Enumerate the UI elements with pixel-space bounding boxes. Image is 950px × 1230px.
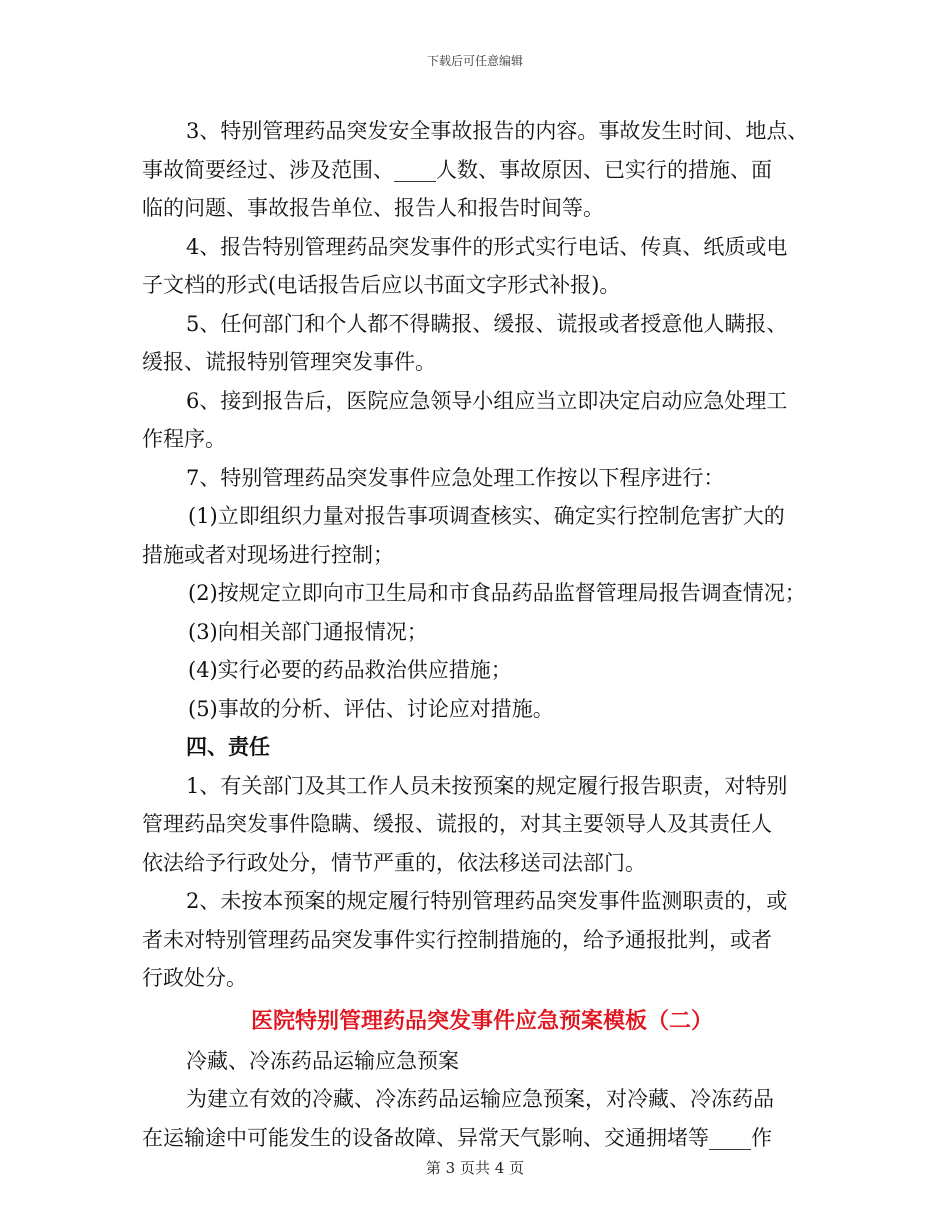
paragraph-line: 者未对特别管理药品突发事件实行控制措施的，给予通报批判，或者 [142, 927, 772, 952]
page-footer: 第 3 页共 4 页 [425, 1159, 525, 1177]
paragraph-line: 管理药品突发事件隐瞒、缓报、谎报的，对其主要领导人及其责任人 [142, 812, 772, 836]
page-header: 下载后可任意编辑 [426, 54, 523, 68]
paragraph-line: 4、报告特别管理药品突发事件的形式实行电话、传真、纸质或电 [186, 234, 788, 259]
paragraph-line: 为建立有效的冷藏、冷冻药品运输应急预案，对冷藏、冷冻药品 [186, 1087, 774, 1111]
paragraph-line: 2、未按本预案的规定履行特别管理药品突发事件监测职责的，或 [186, 889, 788, 913]
document-body [142, 112, 822, 1157]
paragraph-line: 5、任何部门和个人都不得瞒报、缓报、谎报或者授意他人瞒报、 [186, 311, 788, 336]
paragraph-line: 3、特别管理药品突发安全事故报告的内容。事故发生时间、地点、 [186, 119, 809, 143]
paragraph-line: 7、特别管理药品突发事件应急处理工作按以下程序进行： [186, 465, 725, 490]
paragraph-line: (4)实行必要的药品救治供应措施； [188, 658, 512, 682]
paragraph-line: 事故简要经过、涉及范围、____人数、事故原因、已实行的措施、面 [142, 157, 772, 182]
document-title: 医院特别管理药品突发事件应急预案模板（二） [250, 1007, 713, 1034]
paragraph-line: (2)按规定立即向市卫生局和市食品药品监督管理局报告调查情况； [188, 581, 806, 605]
paragraph-line: 1、有关部门及其工作人员未按预案的规定履行报告职责，对特别 [186, 773, 788, 798]
paragraph-line: 措施或者对现场进行控制； [142, 542, 394, 567]
paragraph-line: (5)事故的分析、评估、讨论应对措施。 [188, 696, 554, 721]
paragraph-line: (3)向相关部门通报情况； [188, 619, 428, 644]
section-heading: 四、责任 [186, 734, 270, 759]
subtitle-line: 冷藏、冷冻药品运输应急预案 [186, 1048, 459, 1073]
paragraph-line: 依法给予行政处分，情节严重的，依法移送司法部门。 [142, 850, 646, 875]
paragraph-line: 6、接到报告后，医院应急领导小组应当立即决定启动应急处理工 [186, 388, 788, 413]
paragraph-line: 作程序。 [142, 427, 226, 451]
paragraph-line: 行政处分。 [142, 966, 247, 990]
paragraph-line: 子文档的形式(电话报告后应以书面文字形式补报)。 [142, 273, 621, 297]
paragraph-line: 在运输途中可能发生的设备故障、异常天气影响、交通拥堵等____作 [142, 1125, 772, 1150]
paragraph-line: (1)立即组织力量对报告事项调查核实、确定实行控制危害扩大的 [188, 504, 785, 528]
paragraph-line: 临的问题、事故报告单位、报告人和报告时间等。 [142, 196, 604, 220]
paragraph-line: 缓报、谎报特别管理突发事件。 [142, 350, 436, 374]
